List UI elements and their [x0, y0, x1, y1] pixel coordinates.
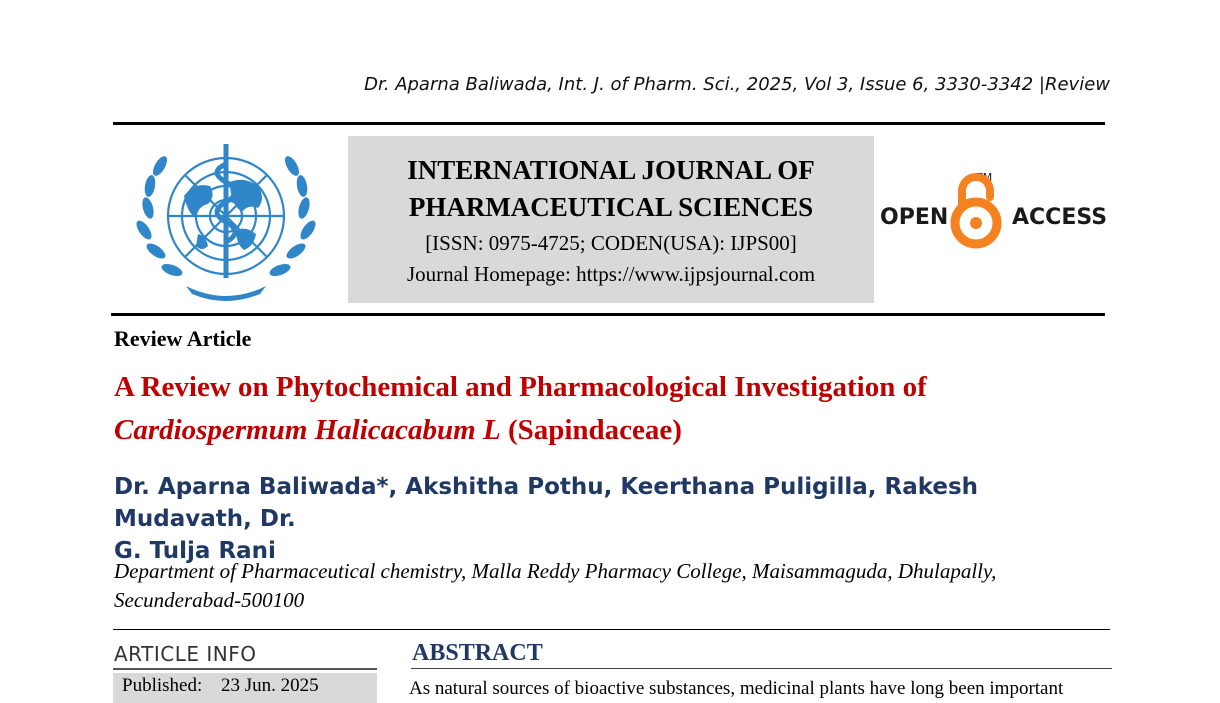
author-list — [114, 471, 1114, 567]
open-access-tm: TM — [976, 171, 993, 184]
paper-title-species: Cardiospermum Halicacabum L — [114, 414, 501, 446]
abstract-rule — [411, 668, 1112, 669]
author-affiliation — [114, 557, 1114, 615]
open-access-logo — [880, 165, 1110, 255]
open-access-word-access: ACCESS — [1012, 205, 1108, 230]
header-rule-top — [113, 122, 1105, 125]
journal-emblem-icon — [126, 138, 326, 308]
open-lock-icon — [955, 177, 997, 244]
article-info-heading: ARTICLE INFO — [114, 642, 257, 666]
journal-name-line-2: PHARMACEUTICAL SCIENCES — [408, 192, 814, 222]
abstract-heading: ABSTRACT — [412, 640, 543, 666]
author-list-line-2: G. Tulja Rani — [114, 538, 276, 564]
affiliation-line-1: Department of Pharmaceutical chemistry, Malla Reddy Pharmacy College, Maisammaguda, Dhulapally, — [114, 559, 997, 583]
journal-masthead — [348, 136, 874, 303]
author-list-line-1: Dr. Aparna Baliwada*, Akshitha Pothu, Keerthana Puligilla, Rakesh Mudavath, Dr. — [114, 474, 979, 532]
published-label: Published: — [122, 675, 203, 696]
journal-issn: [ISSN: 0975-4725; CODEN(USA): IJPS00] — [425, 231, 797, 255]
section-divider — [113, 629, 1110, 630]
article-type-label: Review Article — [114, 326, 252, 351]
article-info-rule — [113, 668, 377, 670]
journal-name-line-1: INTERNATIONAL JOURNAL OF — [407, 155, 815, 185]
published-date: 23 Jun. 2025 — [221, 675, 319, 696]
header-rule-bottom — [111, 313, 1105, 316]
running-header: Dr. Aparna Baliwada, Int. J. of Pharm. Sci., 2025, Vol 3, Issue 6, 3330-3342 |Review — [364, 74, 1110, 95]
paper-title-family: (Sapindaceae) — [507, 414, 682, 446]
affiliation-line-2: Secunderabad-500100 — [114, 588, 305, 612]
open-access-word-open: OPEN — [880, 205, 949, 230]
abstract-text: As natural sources of bioactive substances, medicinal plants have long been important — [409, 678, 1064, 699]
journal-homepage[interactable]: Journal Homepage: https://www.ijpsjournal.com — [406, 262, 816, 286]
paper-title-line-2 — [114, 409, 1114, 452]
published-row — [113, 673, 377, 703]
paper-title-line-1: A Review on Phytochemical and Pharmacological Investigation of — [114, 371, 927, 403]
paper-title — [114, 366, 1114, 452]
journal-name — [348, 152, 874, 226]
